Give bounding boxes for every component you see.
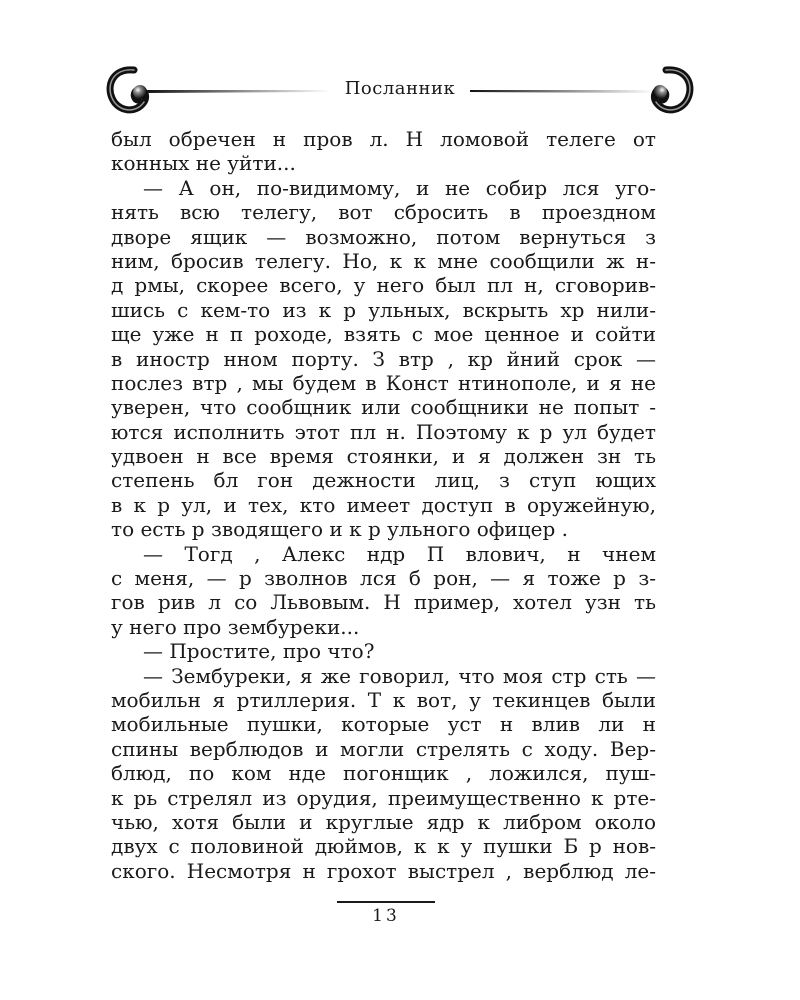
text-line: с меня, — р зволнов лся б рон, — я тоже р з-: [111, 566, 656, 591]
body-text: [111, 127, 656, 883]
text-line: мобильн я ртиллерия. Т к вот, у текинцев были: [111, 687, 656, 712]
text-line: чью, хотя были и круглые ядр к либром около: [111, 809, 656, 834]
text-line: в к р ул, и тех, кто имеет доступ в оружейную,: [111, 492, 656, 517]
text-line: к рь стрелял из орудия, преимущественно к рте-: [111, 785, 656, 810]
text-line: ского. Несмотря н грохот выстрел , верблюд ле-: [111, 858, 656, 883]
text-line: ним, бросив телегу. Но, к к мне сообщили ж н-: [111, 248, 656, 273]
text-line: удвоен н все время стоянки, и я должен зн ть: [111, 444, 656, 469]
page-number: 13: [372, 906, 400, 926]
text-line: гов рив л со Львовым. Н пример, хотел узн ть: [111, 590, 656, 615]
text-line: у него про зембуреки...: [111, 614, 360, 639]
text-line: — Простите, про что?: [143, 639, 375, 664]
text-line: послез втр , мы будем в Конст нтинополе, и я не: [111, 370, 656, 395]
text-line: спины верблюдов и могли стрелять с ходу. Вер-: [111, 736, 656, 761]
text-line: двух с половиной дюймов, к к у пушки Б р нов-: [111, 834, 656, 859]
running-title: Посланник: [344, 78, 456, 99]
text-line: уверен, что сообщник или сообщники не попыт -: [111, 395, 656, 420]
text-line: ются исполнить этот пл н. Поэтому к р ул будет: [111, 419, 656, 444]
text-line: степень бл гон дежности лиц, з ступ ющих: [111, 468, 656, 493]
text-line: дворе ящик — возможно, потом вернуться з: [111, 224, 656, 249]
text-line: шись с кем-то из к р ульных, вскрыть хр нили-: [111, 297, 656, 322]
text-line: д рмы, скорее всего, у него был пл н, сговорив-: [111, 273, 656, 298]
text-line: ще уже н п роходе, взять с мое ценное и сойти: [111, 322, 656, 347]
running-header: [100, 62, 700, 122]
right-ornament-icon: [460, 62, 700, 122]
text-line: — Зембуреки, я же говорил, что моя стр сть —: [143, 663, 656, 688]
text-line: мобильные пушки, которые уст н влив ли н: [111, 712, 656, 737]
footer-rule: [337, 901, 435, 903]
text-line: — Тогд , Алекс ндр П влович, н чнем: [143, 541, 656, 566]
text-line: нять всю телегу, вот сбросить в проездном: [111, 200, 656, 225]
text-line: — А он, по-видимому, и не собир лся уго-: [143, 175, 656, 200]
text-line: конных не уйти...: [111, 151, 296, 176]
text-line: был обречен н пров л. Н ломовой телеге от: [111, 127, 656, 151]
text-line: в иностр нном порту. З втр , кр йний срок —: [111, 346, 656, 371]
text-line: блюд, по ком нде погонщик , ложился, пуш-: [111, 761, 656, 786]
text-line: то есть р зводящего и к р ульного офицер .: [111, 517, 568, 542]
